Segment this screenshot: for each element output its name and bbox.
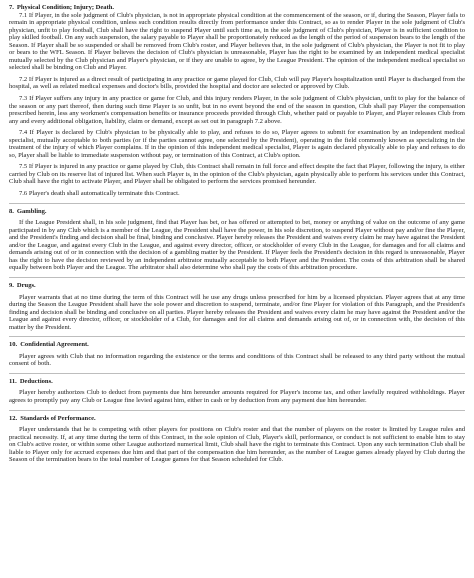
paragraph-7-2: 7.2 If Player is injured as a direct result of participating in any practice or game played for Club, Club will pay Player's hospitalization until Player is discharged from the hospital, as well as related medical expenses and doctor's bills, provided the hospital and doctor are selected or approved by Club. bbox=[9, 75, 465, 91]
section-number: 10. bbox=[9, 341, 18, 349]
section-title: Drugs. bbox=[16, 281, 36, 289]
paragraph-11: Player hereby authorizes Club to deduct from payments due him hereunder amounts required for Player's income tax, and other lawfully required withholdings. Player agrees to promptly pay any Club or League fine levied against him, either in cash or by deduction from any payment due him hereunder. bbox=[9, 389, 465, 404]
section-divider bbox=[9, 203, 465, 204]
paragraph-7-3: 7.3 If Player suffers any injury in any practice or game for Club, and this injury renders Player, in the sole judgment of Club's physician, unfit to play for the balance of the season or any part thereof, then during such time Player is so unfit, but in no event beyond the end of the season in question, Club shall pay Player the compensation prescribed herein, less any workmen's compensation benefits or insurance proceeds provided through Club, whether paid or payable to Player, and Player releases Club from any and every additional obligation, liability, claim or demand, except as set out in paragraph 7.2 above. bbox=[9, 95, 465, 125]
section-heading bbox=[9, 282, 465, 290]
section-deductions bbox=[9, 378, 465, 405]
section-heading bbox=[9, 415, 465, 423]
section-heading bbox=[9, 378, 465, 386]
section-number: 9. bbox=[9, 281, 14, 289]
section-title: Physical Condition; Injury; Death. bbox=[16, 4, 115, 11]
paragraph-8: If the League President shall, in his sole judgment, find that Player has bet, or has offered or attempted to bet, money or anything of value on the outcome of any game participated in by any Club which is a member of the League, the President shall have the power, in his sole discretion, to suspend Player without pay and/or fine the Player, and the President's finding and decision shall be final, binding and conclusive. Player hereby releases the President and waives every claim he may have against the President and/or the League, and against every Club in the League, and against every director, officer, or stockholder of every Club in the League, for damages and for all claims and demands arising out of or in connection with the decision of a gambling matter by the President. If Player feels the President's decision in this regard is unreasonable, Player has the right to have the decision reviewed by an independent arbitrator mutually acceptable to both Player and the President. The costs of this arbitration shall be shared equally between both Player and the League. The arbitrator shall also determine who shall pay the costs of this arbitration procedure. bbox=[9, 219, 465, 272]
section-drugs bbox=[9, 282, 465, 331]
paragraph-10: Player agrees with Club that no information regarding the existence or the terms and conditions of this Contract shall be released to any third party without the mutual consent of both. bbox=[9, 352, 465, 368]
section-number: 7. bbox=[9, 4, 14, 11]
section-divider bbox=[9, 336, 465, 337]
paragraph-7-5: 7.5 If Player is injured in any practice or game played by Club, this Contract shall remain in full force and effect despite the fact that Player, following the injury, is either carried by Club on its reserve list of injured list. When such Player is, in the opinion of the Club's physician, again physically able to perform his services under this Contract, Club shall have the right to activate Player, and Player shall be obligated to perform the services promised hereunder. bbox=[9, 163, 465, 186]
section-physical-condition bbox=[9, 4, 465, 198]
section-heading bbox=[9, 4, 465, 12]
section-standards-of-performance bbox=[9, 415, 465, 464]
paragraph-9: Player warrants that at no time during the term of this Contract will he use any drugs unless prescribed for him by a licensed physician. Player agrees that at any time during the Season the League President shall have the sole power and discretion to suspend, terminate, and/or fine Player for violation of this Paragraph, and the President's finding and decision shall be binding and conclusive on all parties. Player hereby releases the President and waives every claim he may have against the President and/or the League and against every director, officer, or stockholder of a Club, for damages and for all claims and demands arising out of, or in connection with, the decision of this matter by the President. bbox=[9, 293, 465, 331]
paragraph-7-1: 7.1 If Player, in the sole judgment of Club's physician, is not in appropriate physical condition at the commencement of the season, or if, during the Season, Player fails to remain in appropriate physical condition, unless such condition results directly from performance under this Contract, so as to render Player in the sole judgment of Club's physician, unfit to play football, Club shall have the right to suspend Player until such time as, in the sole judgment of Club's physician, Player is in sufficient condition to play skilled football. On any such suspension, the salary payable to Player shall be proportionately reduced as the length of the period of suspension bears to the length of the Season. If Player shall be so suspended or shall be removed from Club's roster, and Player believes that, in the sole judgment of Club's physician, the Player is not fit to play or bears to the WFL Season. If Player believes the decision of Club's physician is unreasonable, Player has the right to be examined by an independent medical specialist mutually selected by the Club physician and Player's physician, or if they are unable to agree, by the League President. The opinion of the independent medical specialist so selected shall be binding on Club and Player. bbox=[9, 11, 465, 72]
section-heading bbox=[9, 208, 465, 216]
section-heading bbox=[9, 341, 465, 349]
section-divider bbox=[9, 410, 465, 411]
section-divider bbox=[9, 277, 465, 278]
section-gambling bbox=[9, 208, 465, 272]
paragraph-12: Player understands that he is competing with other players for positions on Club's roster and that the number of players on the roster is limited by League rules and practical necessity. If, at any time during the term of this Contract, in the sole opinion of Club, Player's skill, performance, or conduct is not sufficient to enable him to stay on Club's active roster, or within some other League authorized numerical limit, Club shall have the right to terminate this Contract. Upon any such termination Club shall be liable to Player only for accrued expenses due him and that part of the compensation due him hereunder, as the number of League games already played by Club during the Season of the termination bears to the total number of League games for that Season scheduled for Club. bbox=[9, 426, 465, 464]
paragraph-7-4: 7.4 If Player is declared by Club's physician to be physically able to play, and refuses to do so, Player agrees to submit for examination by an independent medical specialist, mutually acceptable to both parties (or if the parties cannot agree, one selected by the President), operating in the field commonly known as specializing in the treatment of the injury of which Player complains. If in the opinion of this independent medical specialist, Player is again declared physically able to play and refuses to do so, Player shall be liable to immediate suspension without pay, or termination of this Contract, at Club's option. bbox=[9, 129, 465, 159]
section-title: Standards of Performance. bbox=[20, 414, 96, 422]
paragraph-7-6: 7.6 Player's death shall automatically terminate this Contract. bbox=[19, 190, 180, 198]
section-number: 11. bbox=[9, 377, 17, 385]
section-title: Deductions. bbox=[19, 377, 53, 385]
section-number: 8. bbox=[9, 207, 14, 215]
section-number: 12. bbox=[9, 414, 18, 422]
section-divider bbox=[9, 373, 465, 374]
section-confidential-agreement bbox=[9, 341, 465, 368]
section-title: Confidential Agreement. bbox=[20, 341, 89, 349]
section-title: Gambling. bbox=[16, 207, 47, 215]
